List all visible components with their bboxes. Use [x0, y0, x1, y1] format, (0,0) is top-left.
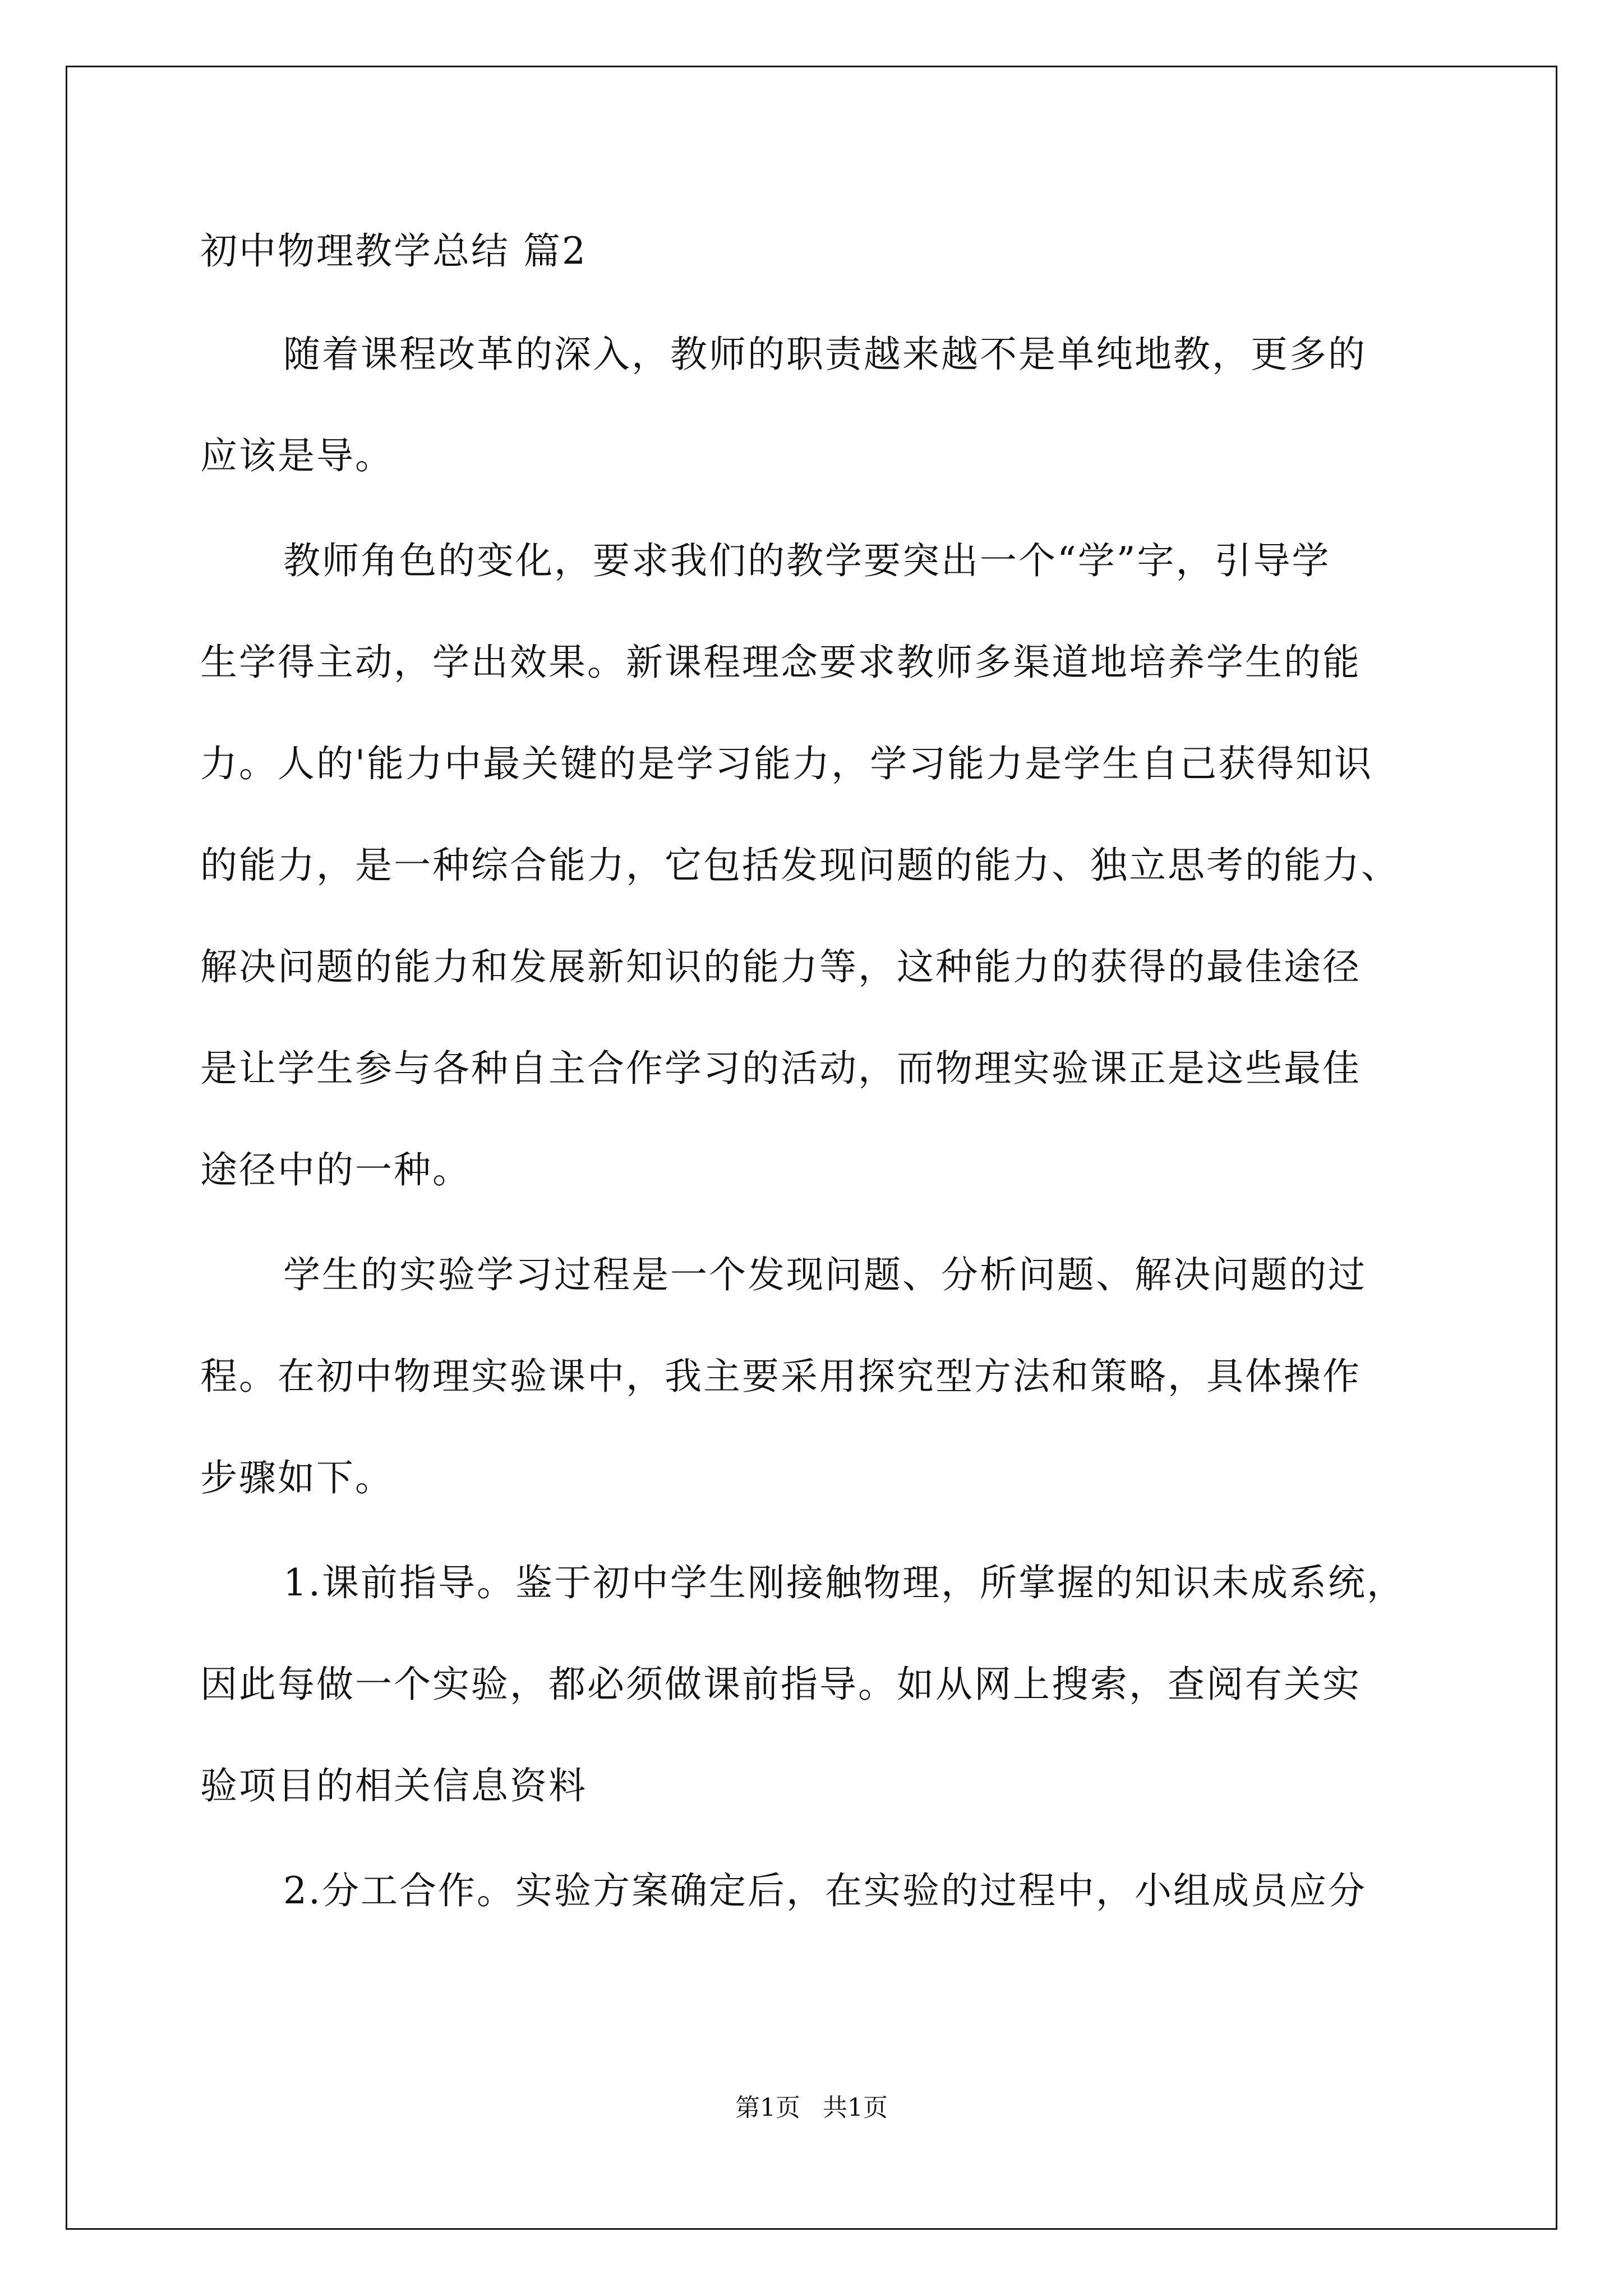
paragraph-line: 解决问题的能力和发展新知识的能力等，这种能力的获得的最佳途径: [200, 945, 1361, 988]
paragraph-line: 学生的实验学习过程是一个发现问题、分析问题、解决问题的过: [283, 1253, 1367, 1296]
page-number: 第1页: [735, 2093, 800, 2122]
paragraph-line: 1.课前指导。鉴于初中学生刚接触物理，所掌握的知识未成系统，: [283, 1561, 1405, 1604]
paragraph-line: 的能力，是一种综合能力，它包括发现问题的能力、独立思考的能力、: [200, 844, 1400, 887]
paragraph-line: 随着课程改革的深入，教师的职责越来越不是单纯地教，更多的: [283, 333, 1367, 376]
paragraph-line: 因此每做一个实验，都必须做课前指导。如从网上搜索，查阅有关实: [200, 1663, 1361, 1706]
paragraph-line: 2.分工合作。实验方案确定后，在实验的过程中，小组成员应分: [283, 1869, 1367, 1912]
page-footer: [0, 2092, 1623, 2124]
paragraph-line: 步骤如下。: [200, 1456, 394, 1499]
document-title: 初中物理教学总结 篇2: [200, 229, 587, 273]
paragraph-line: 验项目的相关信息资料: [200, 1764, 587, 1807]
page-total: 共1页: [823, 2093, 888, 2122]
paragraph-line: 是让学生参与各种自主合作学习的活动，而物理实验课正是这些最佳: [200, 1047, 1361, 1090]
paragraph-line: 教师角色的变化，要求我们的教学要突出一个“学”字，引导学: [283, 539, 1331, 582]
paragraph-line: 程。在初中物理实验课中，我主要采用探究型方法和策略，具体操作: [200, 1355, 1361, 1398]
paragraph-line: 生学得主动，学出效果。新课程理念要求教师多渠道地培养学生的能: [200, 641, 1361, 684]
paragraph-line: 力。人的'能力中最关键的是学习能力，学习能力是学生自己获得知识: [200, 742, 1373, 785]
paragraph-line: 途径中的一种。: [200, 1148, 471, 1191]
paragraph-line: 应该是导。: [200, 434, 394, 477]
